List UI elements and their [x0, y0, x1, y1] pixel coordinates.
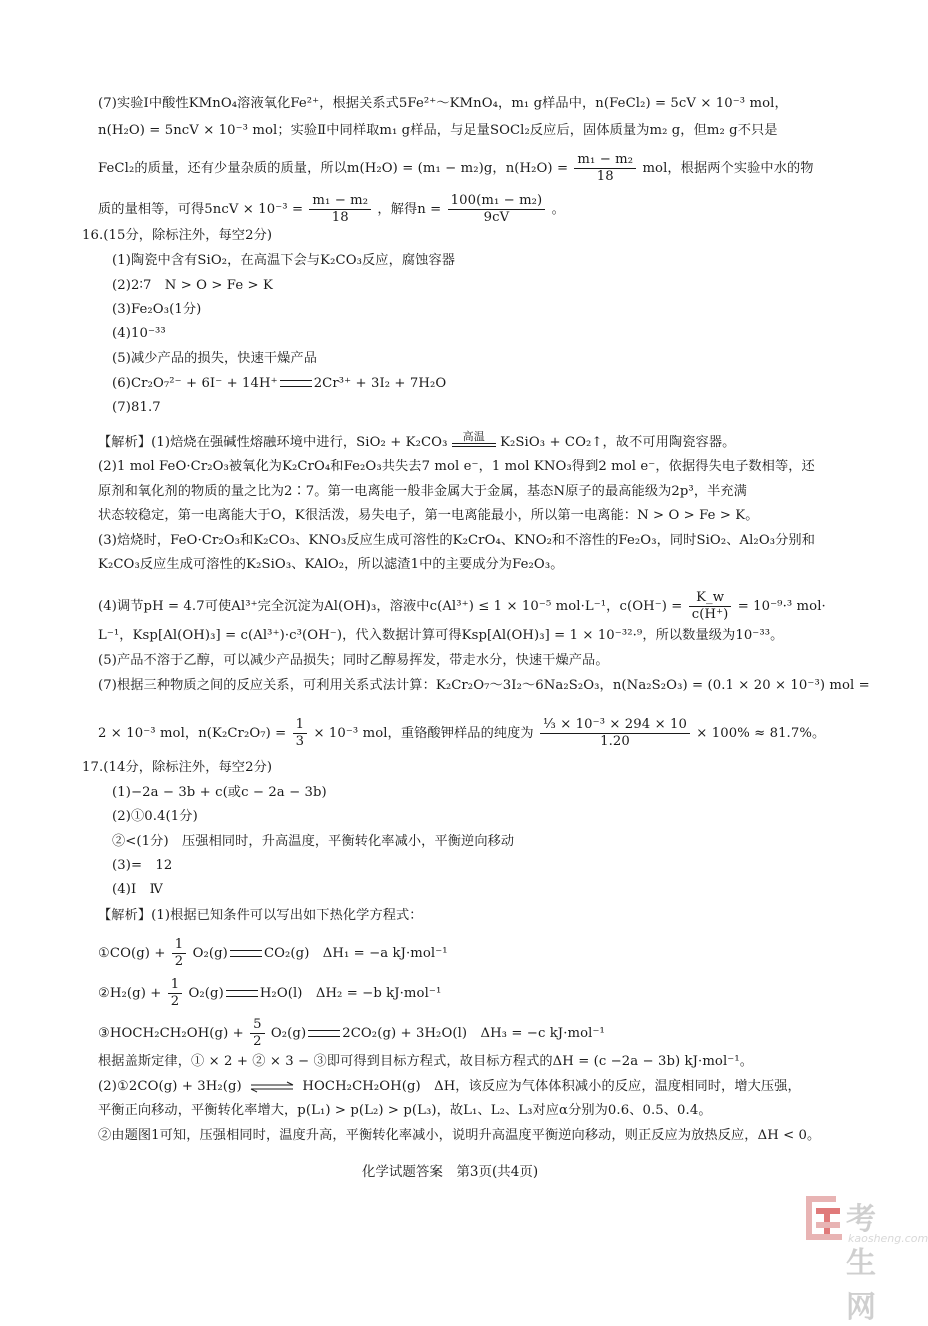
equals-arrow	[226, 990, 258, 997]
fraction: $\frac{1}{2}$	[168, 977, 183, 1010]
q17-reaction-1: ①CO(g) + $\frac{1}{2}$ O₂(g) CO₂(g) ΔH₁ = −a kJ·mol⁻¹	[98, 937, 448, 969]
q15-line-1: (7)实验Ⅰ中酸性KMnO₄溶液氧化Fe²⁺，根据关系式5Fe²⁺～KMnO₄，m₁ g样品中，n(FeCl₂) = 5cV × 10⁻³ mol，	[98, 96, 788, 111]
q16-explain-8: L⁻¹，Ksp[Al(OH)₃] = c(Al³⁺)·c³(OH⁻)，代入数据计算可得Ksp[Al(OH)₃] = 1 × 10⁻³²·⁹，所以数量级为10⁻³³。	[98, 628, 784, 643]
q16-answer-2: (2)2∶7 N > O > Fe > K	[112, 278, 273, 293]
q17-explain-3: (2)①2CO(g) + 3H₂(g) HOCH₂CH₂OH(g) ΔH，该反应为气体体积减小的反应，温度相同时，增大压强，	[98, 1079, 801, 1094]
fraction: $\frac{1}{3}$	[293, 717, 308, 750]
fraction: $\frac{5}{2}$	[250, 1017, 265, 1050]
watermark-url: kaosheng.com	[848, 1232, 928, 1245]
q17-answer-3: ②<(1分) 压强相同时，升高温度，平衡转化率减小，平衡逆向移动	[112, 834, 515, 849]
q16-explain-9: (5)产品不溶于乙醇，可以减少产品损失；同时乙醇易挥发，带走水分，快速干燥产品。	[98, 653, 609, 668]
q16-explain-11: 2 × 10⁻³ mol，n(K₂Cr₂O₇) = $\frac{1}{3}$ × 10⁻³ mol，重铬酸钾样品的纯度为 $\frac{\text{⅓ × 10⁻³ × 294 × 10}}{1.20}$ × 100% ≈ 81.7%。	[98, 717, 826, 749]
q16-answer-6: (6)Cr₂O₇²⁻ + 6I⁻ + 14H⁺ 2Cr³⁺ + 3I₂ + 7H₂O	[112, 376, 447, 391]
equals-arrow	[308, 1030, 340, 1037]
equilibrium-arrow-icon	[249, 1082, 295, 1092]
reaction-condition: 高温	[452, 431, 496, 453]
fraction: $\frac{\text{100(m₁ − m₂)}}{9cV}$	[448, 193, 546, 226]
q17-answer-2: (2)①0.4(1分)	[112, 809, 198, 824]
q17-explain-1: 【解析】(1)根据已知条件可以写出如下热化学方程式：	[98, 908, 423, 923]
fraction: $\frac{K\_w}{c(H^+)}$	[689, 590, 732, 623]
q17-answer-1: (1)−2a − 3b + c(或c − 2a − 3b)	[112, 785, 327, 800]
q17-answer-5: (4)Ⅰ Ⅳ	[112, 882, 163, 897]
q17-reaction-3: ③HOCH₂CH₂OH(g) + $\frac{5}{2}$ O₂(g) 2CO₂(g) + 3H₂O(l) ΔH₃ = −c kJ·mol⁻¹	[98, 1017, 605, 1049]
q17-explain-2: 根据盖斯定律，① × 2 + ② × 3 − ③即可得到目标方程式，故目标方程式的ΔH = (c −2a − 3b) kJ·mol⁻¹。	[98, 1054, 754, 1069]
q15-line-4: 质的量相等，可得5ncV × 10⁻³ = $\frac{\text{m₁ − m₂}}{18}$ ，解得n = $\frac{\text{100(m₁ − m₂)}}{9cV}$ 。	[98, 193, 565, 225]
q16-explain-10: (7)根据三种物质之间的反应关系，可利用关系式法计算：K₂Cr₂O₇～3I₂～6Na₂S₂O₃，n(Na₂S₂O₃) = (0.1 × 20 × 10⁻³) mol =	[98, 678, 870, 693]
q17-explain-4: 平衡正向移动，平衡转化率增大，p(L₁) > p(L₂) > p(L₃)，故L₁、L₂、L₃对应α分别为0.6、0.5、0.4。	[98, 1103, 712, 1118]
q17-heading: 17.(14分，除标注外，每空2分)	[82, 760, 273, 775]
fraction: $\frac{\text{m₁ − m₂}}{18}$	[574, 152, 636, 185]
fraction: $\frac{\text{m₁ − m₂}}{18}$	[309, 193, 371, 226]
q16-explain-1: 【解析】(1)焙烧在强碱性熔融环境中进行，SiO₂ + K₂CO₃ 高温 K₂SiO₃ + CO₂↑，故不可用陶瓷容器。	[98, 431, 735, 453]
q16-answer-3: (3)Fe₂O₃(1分)	[112, 302, 202, 317]
kaosheng-logo-icon	[804, 1192, 844, 1244]
q15-line-3: FeCl₂的质量，还有少量杂质的质量，所以m(H₂O) = (m₁ − m₂)g，n(H₂O) = $\frac{\text{m₁ − m₂}}{18}$ mol，根据两个实验中水的物	[98, 152, 814, 184]
q16-heading: 16.(15分，除标注外，每空2分)	[82, 228, 273, 243]
q16-explain-5: (3)焙烧时，FeO·Cr₂O₃和K₂CO₃、KNO₃反应生成可溶性的K₂CrO₄、KNO₂和不溶性的Fe₂O₃，同时SiO₂、Al₂O₃分别和	[98, 533, 815, 548]
q15-line-2: n(H₂O) = 5ncV × 10⁻³ mol；实验Ⅱ中同样取m₁ g样品，与足量SOCl₂反应后，固体质量为m₂ g，但m₂ g不只是	[98, 123, 778, 138]
watermark	[804, 1192, 928, 1325]
fraction: $\frac{1}{2}$	[172, 937, 187, 970]
q16-explain-3: 原剂和氧化剂的物质的量之比为2∶7。第一电离能一般非金属大于金属，基态N原子的最高能级为2p³，半充满	[98, 484, 747, 499]
q17-answer-4: (3)= 12	[112, 858, 173, 873]
q16-answer-5: (5)减少产品的损失，快速干燥产品	[112, 351, 318, 366]
fraction: $\frac{\text{⅓ × 10⁻³ × 294 × 10}}{1.20}$	[540, 717, 690, 750]
q17-explain-5: ②由题图1可知，压强相同时，温度升高，平衡转化率减小，说明升高温度平衡逆向移动，则正反应为放热反应，ΔH < 0。	[98, 1128, 821, 1143]
q16-answer-1: (1)陶瓷中含有SiO₂，在高温下会与K₂CO₃反应，腐蚀容器	[112, 253, 456, 268]
equals-arrow	[280, 380, 312, 387]
q16-answer-4: (4)10⁻³³	[112, 326, 166, 341]
page-footer: 化学试题答案 第3页(共4页)	[361, 1164, 539, 1180]
equals-arrow	[230, 950, 262, 957]
q16-explain-6: K₂CO₃反应生成可溶性的K₂SiO₃、KAlO₂，所以滤渣1中的主要成分为Fe₂O₃。	[98, 557, 564, 572]
q17-reaction-2: ②H₂(g) + $\frac{1}{2}$ O₂(g) H₂O(l) ΔH₂ = −b kJ·mol⁻¹	[98, 977, 442, 1009]
q16-explain-4: 状态较稳定，第一电离能大于O，K很活泼，易失电子，第一电离能最小，所以第一电离能：N > O > Fe > K。	[98, 508, 759, 523]
q16-explain-7: (4)调节pH = 4.7可使Al³⁺完全沉淀为Al(OH)₃，溶液中c(Al³⁺) ≤ 1 × 10⁻⁵ mol·L⁻¹，c(OH⁻) = $\frac{K\_w}{c(H^+)}$ = 10⁻⁹·³ mol·	[98, 590, 826, 622]
watermark-text: 考生网	[846, 1202, 877, 1325]
q16-answer-7: (7)81.7	[112, 400, 161, 415]
q16-explain-2: (2)1 mol FeO·Cr₂O₃被氧化为K₂CrO₄和Fe₂O₃共失去7 mol e⁻，1 mol KNO₃得到2 mol e⁻，依据得失电子数相等，还	[98, 459, 815, 474]
